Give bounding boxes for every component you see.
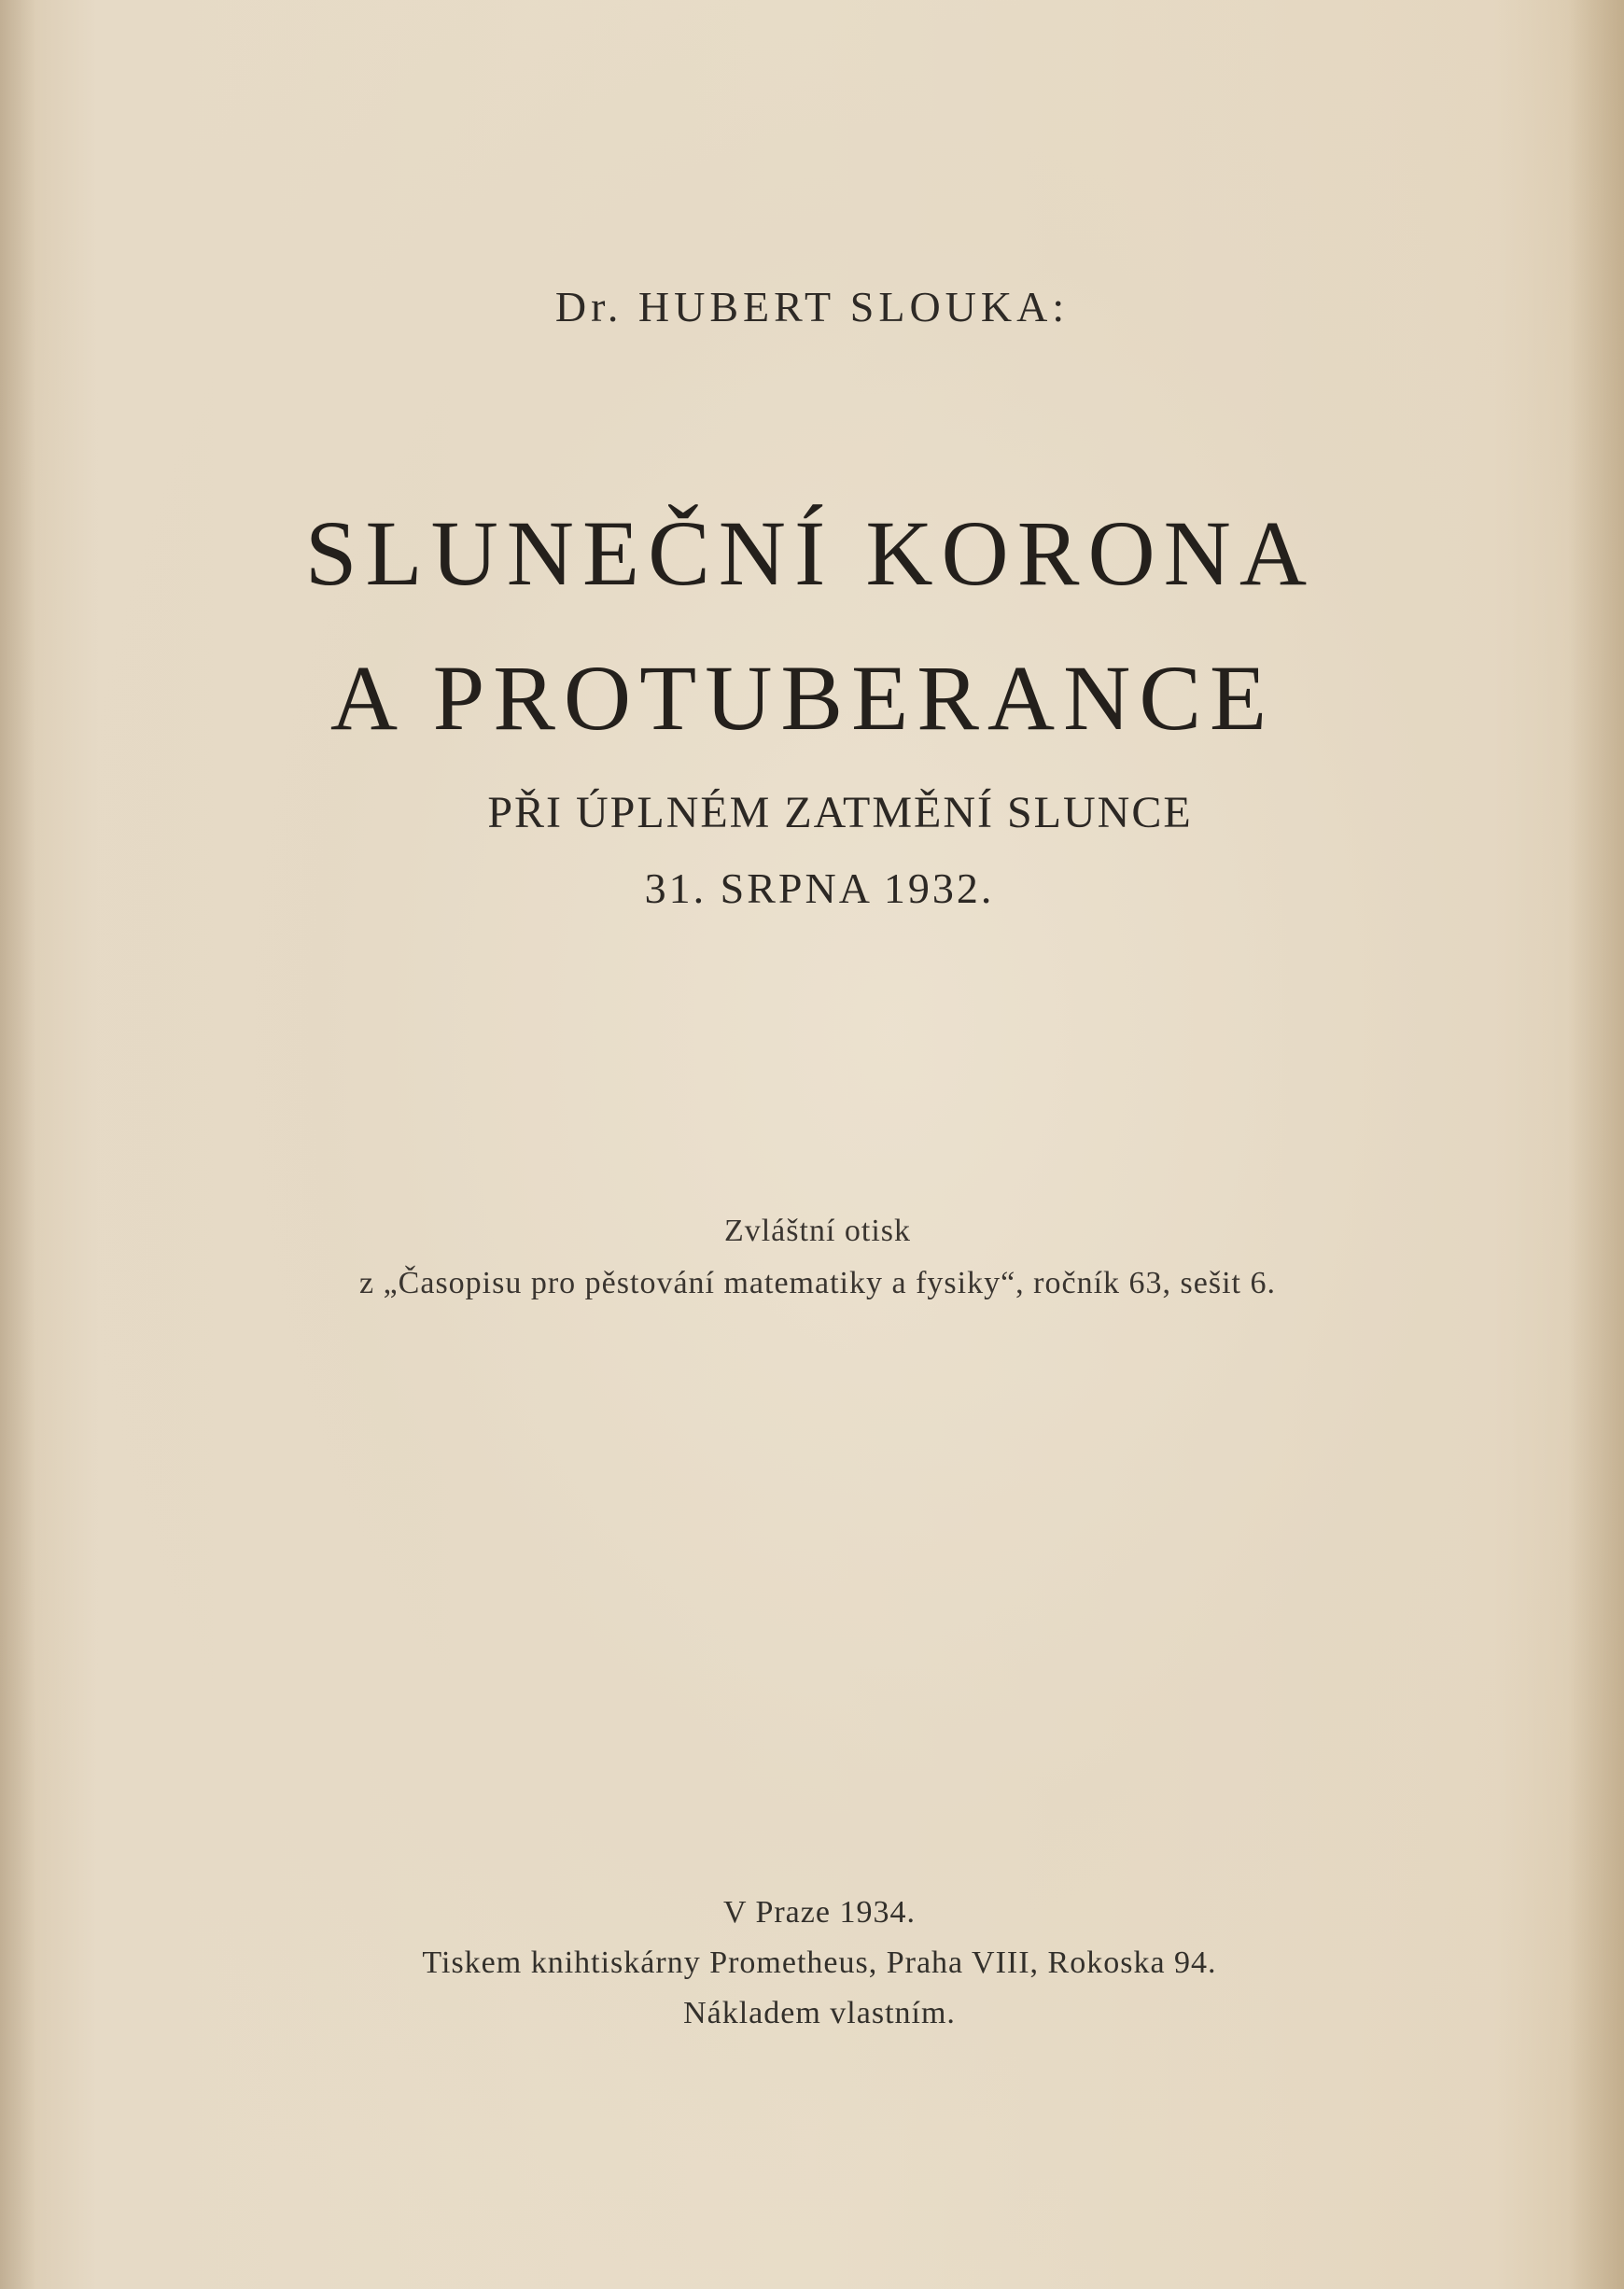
imprint-printer: Tiskem knihtiskárny Prometheus, Praha VIII, Rokoska 94. (422, 1945, 1217, 1980)
offprint-source: z „Časopisu pro pěstování matematiky a fysiky“, ročník 63, sešit 6. (359, 1266, 1276, 1300)
offprint-note: Zvláštní otisk (723, 1214, 912, 1248)
title-line-1: SLUNEČNÍ KORONA (304, 501, 1316, 605)
imprint-place-year: V Praze 1934. (723, 1895, 916, 1930)
imprint-publisher: Nákladem vlastním. (683, 1996, 956, 2030)
eclipse-date: 31. SRPNA 1932. (644, 864, 995, 912)
title-line-2: A PROTUBERANCE (329, 646, 1276, 750)
author-name: Dr. HUBERT SLOUKA: (554, 283, 1070, 330)
subtitle: PŘI ÚPLNÉM ZATMĚNÍ SLUNCE (487, 788, 1193, 837)
